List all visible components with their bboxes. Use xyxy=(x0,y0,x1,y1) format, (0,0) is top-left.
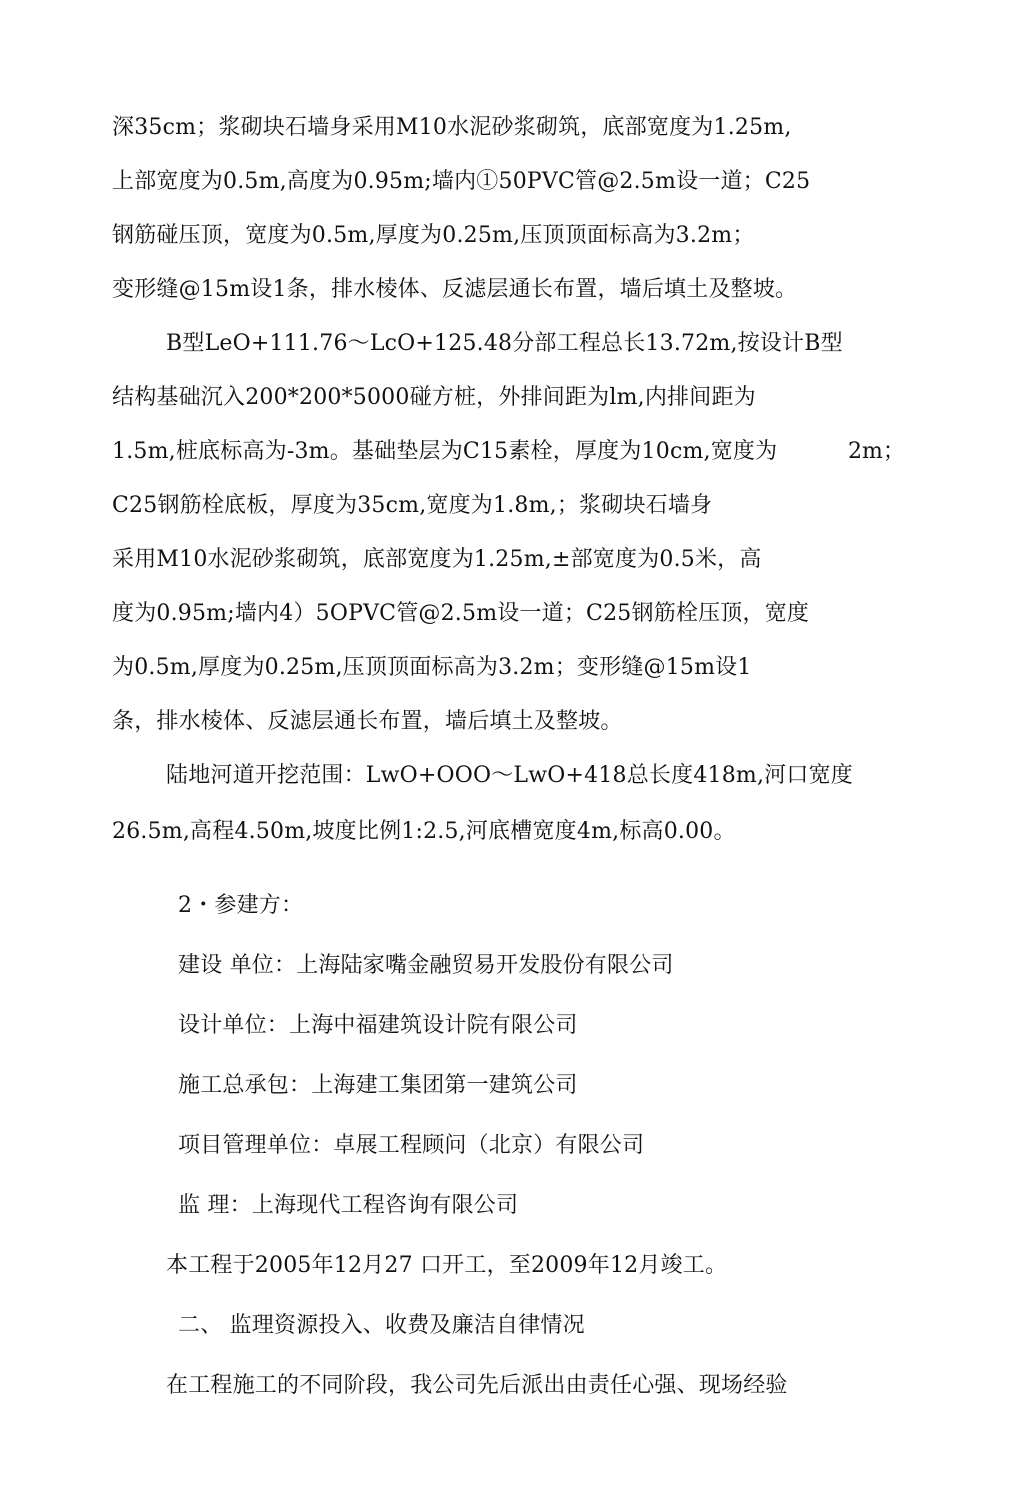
paragraph-line: 陆地河道开挖范围：LwO+OOO～LwO+418总长度418m,河口宽度 xyxy=(166,763,853,788)
paragraph-line: 钢筋碰压顶，宽度为0.5m,厚度为0.25m,压顶顶面标高为3.2m； xyxy=(112,223,755,248)
paragraph-line: 上部宽度为0.5m,高度为0.95m;墙内①50PVC管@2.5m设一道；C25 xyxy=(112,169,811,194)
paragraph-line: 条，排水棱体、反滤层通长布置，墙后填土及整坡。 xyxy=(112,709,623,734)
paragraph-line: 在工程施工的不同阶段，我公司先后派出由责任心强、现场经验 xyxy=(166,1373,788,1398)
paragraph-line: 深35cm；浆砌块石墙身采用M10水泥砂浆砌筑，底部宽度为1.25m, xyxy=(112,115,792,140)
participant-designer: 设计单位：上海中福建筑设计院有限公司 xyxy=(178,1013,578,1038)
paragraph-line: C25钢筋栓底板，厚度为35cm,宽度为1.8m,；浆砌块石墙身 xyxy=(112,493,713,518)
participant-supervisor: 监 理：上海现代工程咨询有限公司 xyxy=(178,1193,519,1218)
paragraph-line: 1.5m,桩底标高为-3m。基础垫层为C15素栓，厚度为10cm,宽度为 xyxy=(112,439,778,464)
paragraph-line: 采用M10水泥砂浆砌筑，底部宽度为1.25m,±部宽度为0.5米，高 xyxy=(112,547,762,572)
schedule-line: 本工程于2005年12月27 口开工，至2009年12月竣工。 xyxy=(166,1253,728,1278)
paragraph-line: 26.5m,高程4.50m,坡度比例1:2.5,河底槽宽度4m,标高0.00。 xyxy=(112,819,736,844)
paragraph-line: 度为0.95m;墙内4）5OPVC管@2.5m设一道；C25钢筋栓压顶，宽度 xyxy=(112,601,810,626)
paragraph-line-tail: 2m； xyxy=(848,439,905,464)
participant-contractor: 施工总承包：上海建工集团第一建筑公司 xyxy=(178,1073,578,1098)
participants-heading: 2・参建方： xyxy=(178,893,304,918)
participant-builder: 建设 单位：上海陆家嘴金融贸易开发股份有限公司 xyxy=(178,953,674,978)
paragraph-line: B型LeO+111.76～LcO+125.48分部工程总长13.72m,按设计B型 xyxy=(166,331,843,356)
section-heading: 二、 监理资源投入、收费及廉洁自律情况 xyxy=(178,1313,585,1338)
paragraph-line: 为0.5m,厚度为0.25m,压顶顶面标高为3.2m；变形缝@15m设1 xyxy=(112,655,752,680)
paragraph-line: 结构基础沉入200*200*5000碰方桩，外排间距为lm,内排间距为 xyxy=(112,385,756,410)
participant-project-manager: 项目管理单位：卓展工程顾问（北京）有限公司 xyxy=(178,1133,645,1158)
paragraph-line: 变形缝@15m设1条，排水棱体、反滤层通长布置，墙后填土及整坡。 xyxy=(112,277,798,302)
